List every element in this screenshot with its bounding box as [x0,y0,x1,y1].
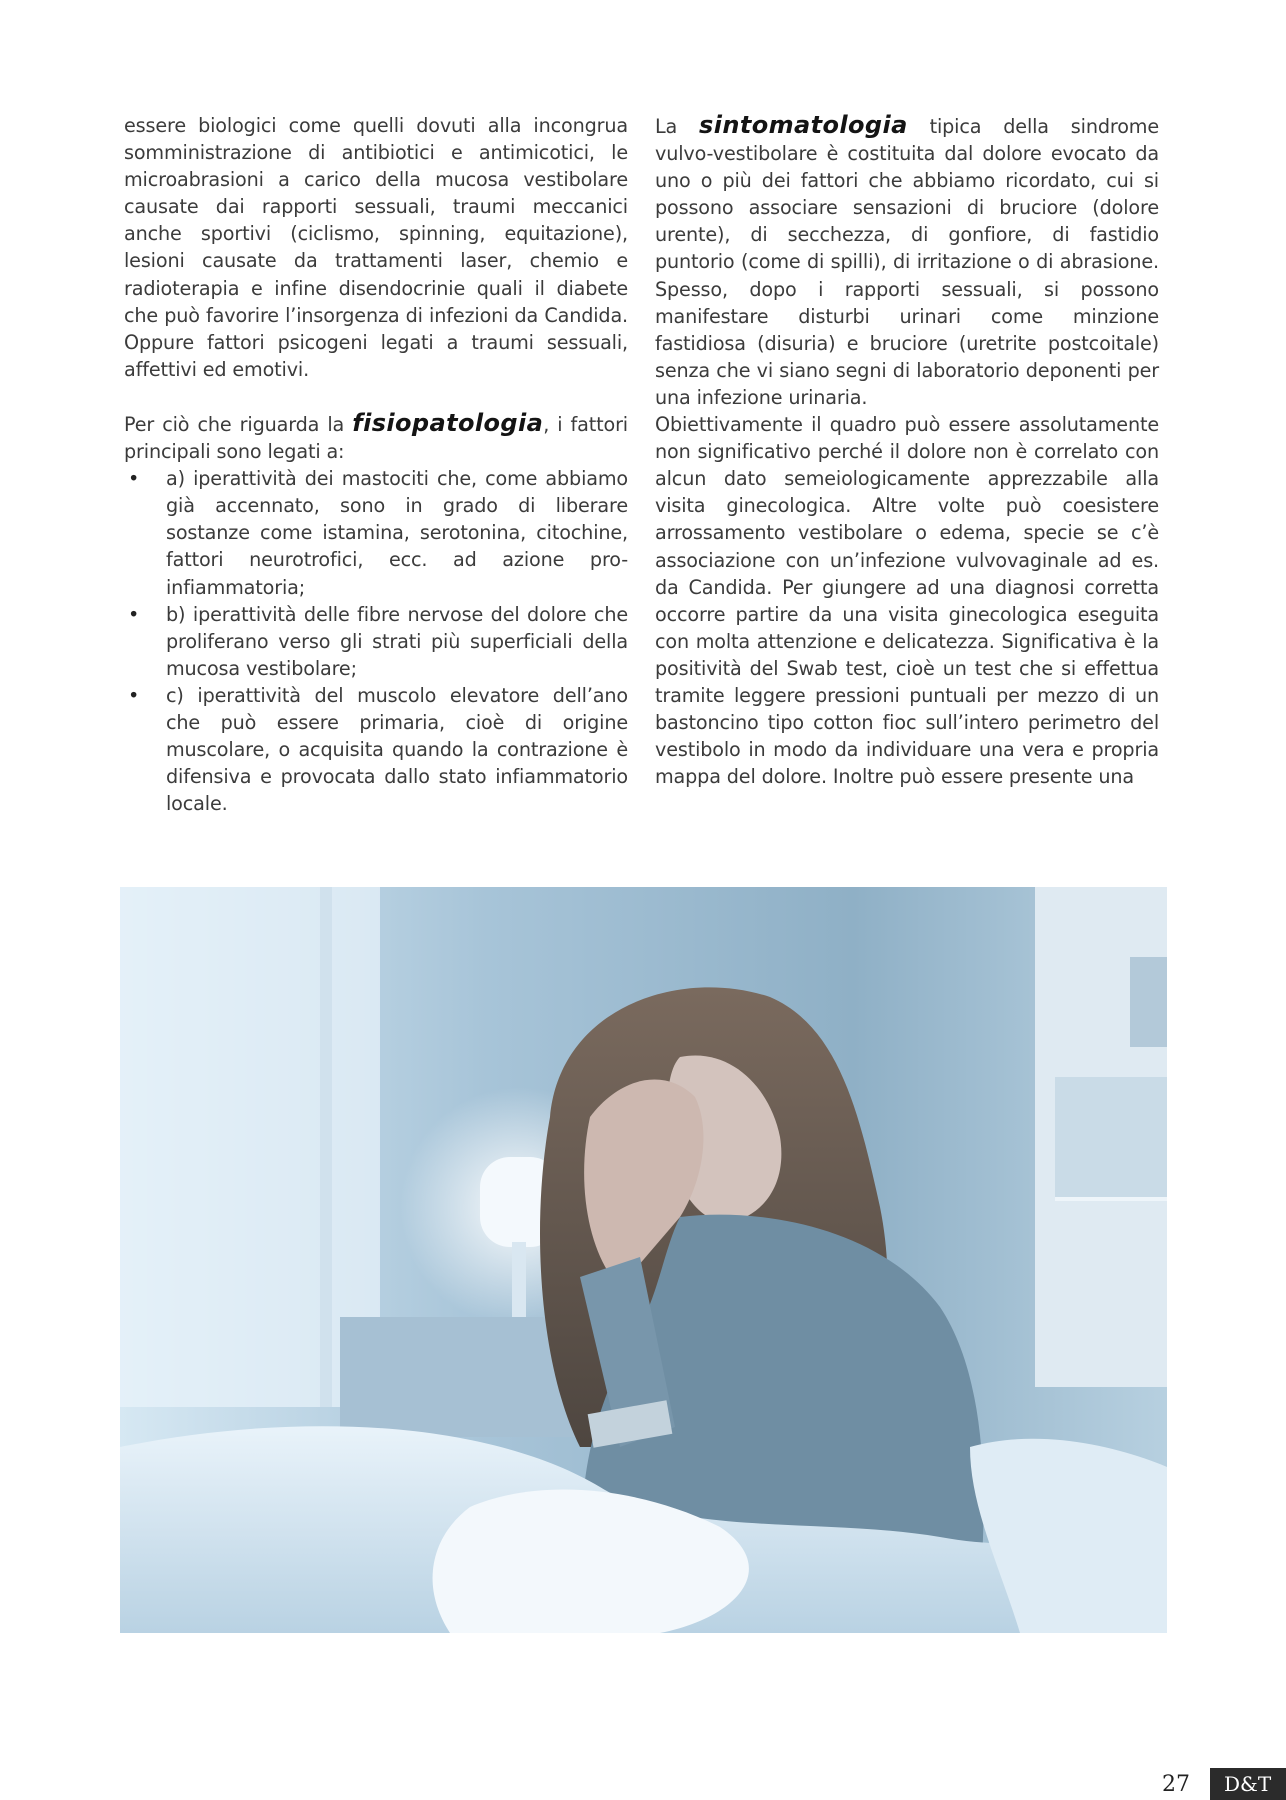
keyword-fisiopatologia: fisiopatologia [352,408,544,437]
text-run: tipica della sindrome vulvo-vestibolare è costituita dal dolore evocato da uno o più dei fattori che abbiamo ricordato, cui si possono associare sensazioni di bruciore (dolore urente), di secchezza, di gonfiore, di fastidio puntorio (come di spilli), di irritazione o di abrasione. Spesso, dopo i rapporti sessuali, si possono manifestare disturbi urinari come minzione fastidiosa (disuria) e bruciore (uretrite postcoitale) senza che vi siano segni di laboratorio deponenti per una infezione urinaria. [655,115,1159,409]
paragraph: essere biologici come quelli dovuti alla incongrua somministrazione di antibiotici e antimicotici, le microabrasioni a carico della mucosa vestibolare causate dai rapporti sessuali, traumi meccanici anche sportivi (ciclismo, spinning, equitazione), lesioni causate da trattamenti laser, chemio e radioterapia e infine disendocrinie quali il diabete che può favorire l’insorgenza di infezioni da Candida. Oppure fattori psicogeni legati a traumi sessuali, affettivi ed emotivi. [124,114,628,381]
page-number: 27 [1162,1772,1190,1797]
list-item-text: b) iperattività delle fibre nervose del dolore che proliferano verso gli strati più superficiali della mucosa vestibolare; [166,602,628,680]
bullet-icon: • [128,467,140,491]
magazine-badge: D&T [1210,1768,1286,1800]
paragraph: Obiettivamente il quadro può essere assolutamente non significativo perché il dolore non è correlato con alcun dato semeiologicamente apprezzabile alla visita ginecologica. Altre volte può coesistere arrossamento vestibolare o edema, specie se c’è associazione con un’infezione vulvovaginale ad es. da Candida. Per giungere ad una diagnosi corretta occorre partire da una visita ginecologica eseguita con molta attenzione e delicatezza. Significativa è la positività del Swab test, cioè un test che si effettua tramite leggere pressioni puntuali per mezzo di un bastoncino tipo cotton fioc sull’intero perimetro del vestibolo in modo da individuare una vera e propria mappa del dolore. Inoltre può essere presente una [655,413,1159,789]
woman-in-bed-photo [120,887,1167,1633]
paragraph-sintomatologia [655,112,1159,411]
paragraph-fisiopatologia [124,410,628,465]
keyword-sintomatologia: sintomatologia [699,111,908,139]
right-text-column [655,112,1159,790]
list-item [124,465,628,600]
list-item-text: c) iperattività del muscolo elevatore dell’ano che può essere primaria, cioè di origine muscolare, o acquisita quando la contrazione è difensiva e provocata dallo stato infiammatorio locale. [166,683,628,816]
text-run: Per ciò che riguarda la [124,412,353,436]
bullet-icon: • [128,602,140,626]
list-item [124,682,628,817]
text-run: La [655,115,700,138]
text-run: , i fattori principali sono legati a: [124,412,628,464]
list-item-text: a) iperattività dei mastociti che, come abbiamo già accennato, sono in grado di liberare sostanze come istamina, serotonina, citochine, fattori neurotrofici, ecc. ad azione pro-infiammatoria; [166,467,628,599]
bullet-list [124,465,628,817]
bullet-icon: • [128,683,140,707]
left-text-column [124,112,628,817]
list-item [124,601,628,682]
